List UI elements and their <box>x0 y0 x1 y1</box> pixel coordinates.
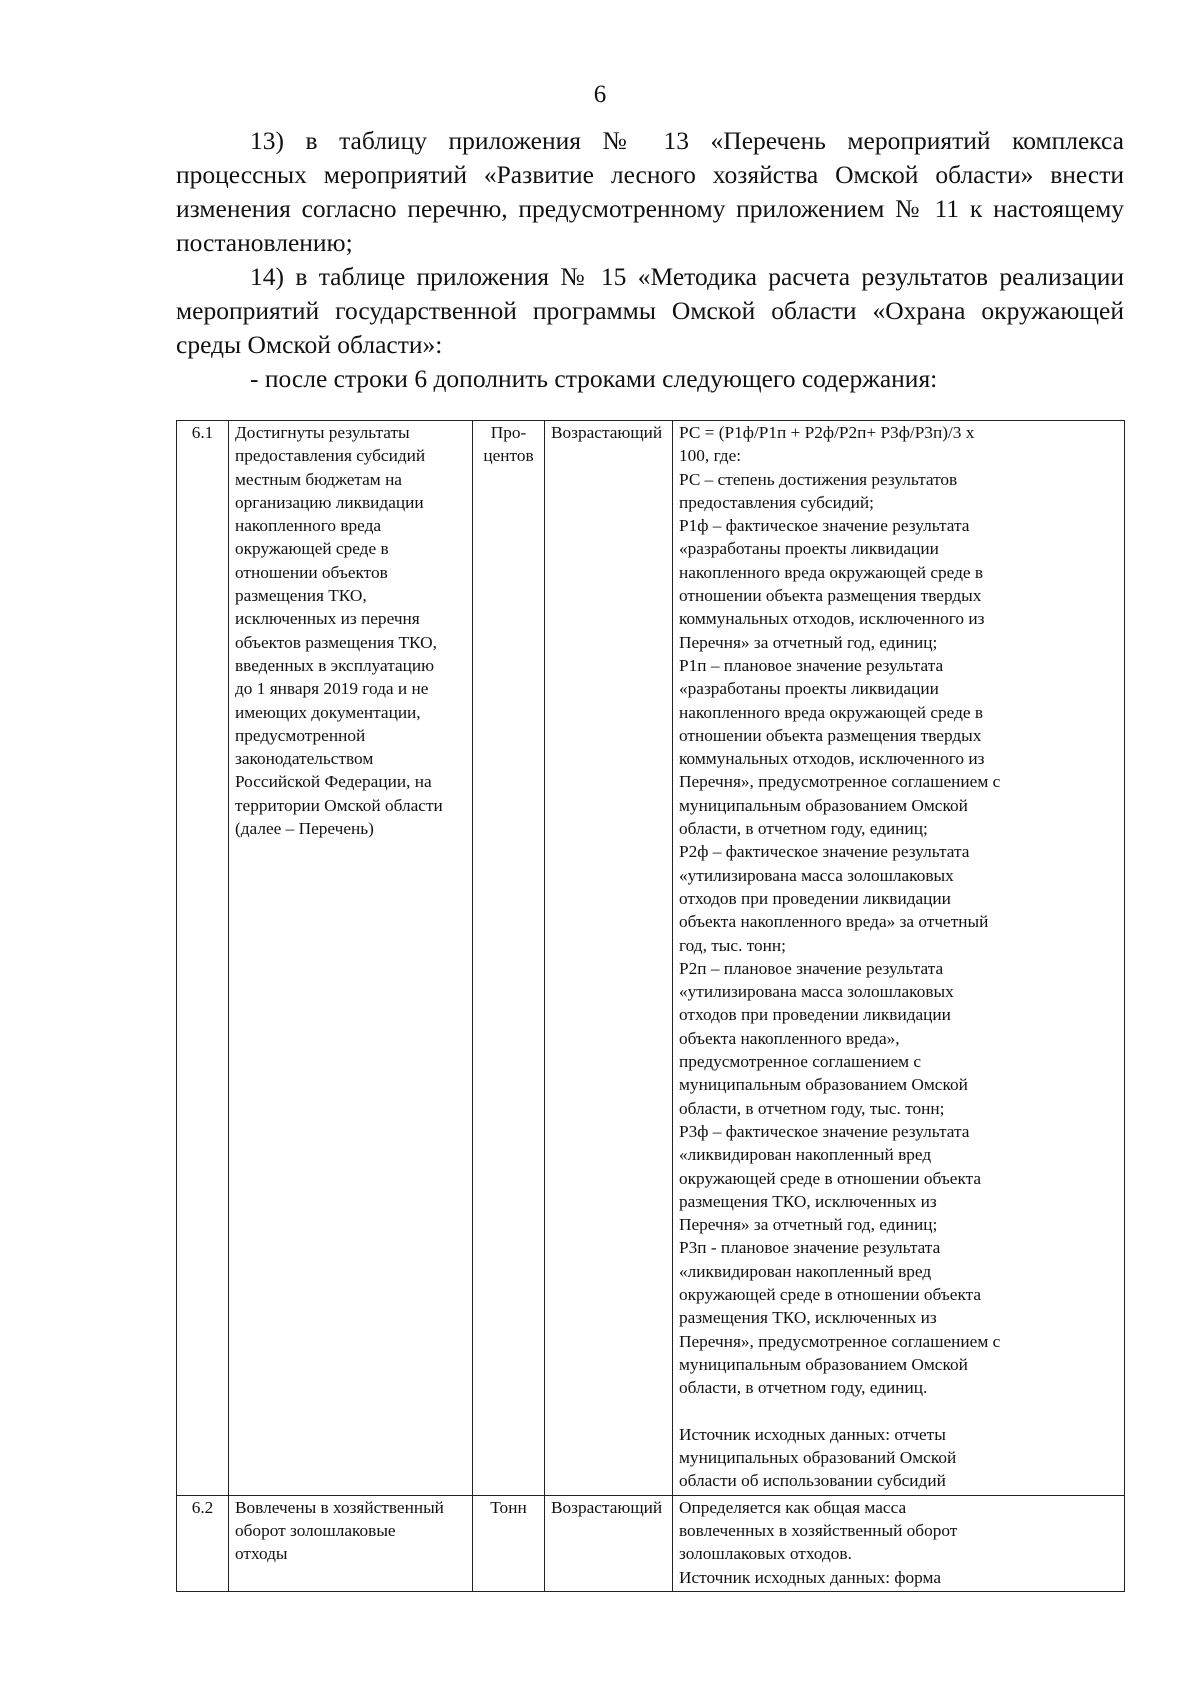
method-line: коммунальных отходов, исключенного из <box>679 749 985 769</box>
row-number-cell <box>177 1495 229 1591</box>
method-line: «утилизирована масса золошлаковых <box>679 982 954 1002</box>
direction-cell <box>545 421 673 1496</box>
result-name-line: (далее – Перечень) <box>235 819 374 839</box>
method-line: Р2п – плановое значение результата <box>679 958 944 978</box>
method-line: Р2ф – фактическое значение результата <box>679 842 970 862</box>
method-line: объекта накопленного вреда» за отчетный <box>679 912 989 932</box>
result-name-line: размещения ТКО, <box>235 586 367 606</box>
result-name-line: предусмотренной <box>235 725 366 745</box>
method-line: Источник исходных данных: форма <box>679 1567 942 1587</box>
result-name-line: объектов размещения ТКО, <box>235 632 437 652</box>
row-number: 6.2 <box>191 1497 214 1517</box>
page-number: 6 <box>593 81 607 108</box>
method-line: окружающей среде в отношении объекта <box>679 1168 982 1188</box>
method-line: муниципальным образованием Омской <box>679 1075 968 1095</box>
method-line: Перечня» за отчетный год, единиц; <box>679 632 938 652</box>
method-line: Р3п - плановое значение результата <box>679 1238 941 1258</box>
direction-cell <box>545 1495 673 1591</box>
unit-line: Про- <box>490 423 527 442</box>
method-line: области, в отчетном году, единиц; <box>679 819 928 839</box>
blank-line <box>679 1399 1118 1422</box>
method-line: накопленного вреда окружающей среде в <box>679 562 984 582</box>
result-name-line: до 1 января 2019 года и не <box>235 679 429 699</box>
unit-cell <box>473 1495 545 1591</box>
method-line: муниципальным образованием Омской <box>679 1354 968 1374</box>
method-cell <box>673 421 1125 1496</box>
source-line: Источник исходных данных: отчеты <box>679 1424 946 1444</box>
result-name-line: законодательством <box>235 749 374 769</box>
result-name-line: местным бюджетам на <box>235 469 402 489</box>
method-line: вовлеченных в хозяйственный оборот <box>679 1520 958 1540</box>
direction-text: Возрастающий <box>551 1497 663 1517</box>
unit-line: центов <box>483 446 534 466</box>
source-line: области об использовании субсидий <box>679 1471 946 1491</box>
table-row <box>177 1495 1125 1591</box>
method-line: окружающей среде в отношении объекта <box>679 1284 982 1304</box>
result-name-line: отходы <box>235 1544 288 1564</box>
result-name-line: Достигнуты результаты <box>235 423 410 442</box>
result-name-line: введенных в эксплуатацию <box>235 655 435 675</box>
method-line: отношении объекта размещения твердых <box>679 725 982 745</box>
methodology-table <box>176 420 1125 1592</box>
result-name-line: территории Омской области <box>235 795 443 815</box>
direction-text: Возрастающий <box>551 423 663 442</box>
method-line: отношении объекта размещения твердых <box>679 586 982 606</box>
method-line: коммунальных отходов, исключенного из <box>679 609 985 629</box>
result-name-line: предоставления субсидий <box>235 446 426 466</box>
row-number-cell <box>177 421 229 1496</box>
method-line: Перечня», предусмотренное соглашением с <box>679 772 1001 792</box>
method-line: объекта накопленного вреда», <box>679 1028 900 1048</box>
table-body <box>177 421 1125 1592</box>
table-row <box>177 421 1125 1496</box>
result-name-line: Вовлечены в хозяйственный <box>235 1497 444 1517</box>
method-line: отходов при проведении ликвидации <box>679 1005 951 1025</box>
paragraph-14: 14) в таблице приложения № 15 «Методика расчета результатов реализации мероприятий государственной программы Омской области «Охрана окружающей среды Омской области»: <box>176 262 1124 359</box>
method-line: 100, где: <box>679 446 742 466</box>
method-line: год, тыс. тонн; <box>679 935 786 955</box>
result-name-cell <box>229 421 473 1496</box>
result-name-line: окружающей среде в <box>235 539 389 559</box>
method-line: золошлаковых отходов. <box>679 1544 852 1564</box>
paragraph-after-row-6: - после строки 6 дополнить строками следующего содержания: <box>250 364 938 393</box>
method-line: «ликвидирован накопленный вред <box>679 1261 932 1281</box>
method-cell <box>673 1495 1125 1591</box>
result-name-line: исключенных из перечня <box>235 609 420 629</box>
source-line: муниципальных образований Омской <box>679 1448 957 1468</box>
intro-text <box>176 124 1124 396</box>
method-line: Р3ф – фактическое значение результата <box>679 1121 970 1141</box>
result-name-line: отношении объектов <box>235 562 388 582</box>
paragraph-13: 13) в таблицу приложения № 13 «Перечень мероприятий комплекса процессных мероприятий «Развитие лесного хозяйства Омской области» внести изменения согласно перечню, предусмотренному приложением № 11 к настоящему постановлению; <box>176 126 1124 257</box>
result-name-line: оборот золошлаковые <box>235 1520 396 1540</box>
unit-cell <box>473 421 545 1496</box>
method-line: предоставления субсидий; <box>679 492 874 512</box>
method-line: размещения ТКО, исключенных из <box>679 1308 937 1328</box>
method-line: Р1п – плановое значение результата <box>679 655 944 675</box>
method-line: «разработаны проекты ликвидации <box>679 679 939 699</box>
result-name-cell <box>229 1495 473 1591</box>
method-line: размещения ТКО, исключенных из <box>679 1191 937 1211</box>
result-name-line: накопленного вреда <box>235 516 382 536</box>
row-number: 6.1 <box>191 423 214 442</box>
method-line: «разработаны проекты ликвидации <box>679 539 939 559</box>
method-line: области, в отчетном году, тыс. тонн; <box>679 1098 945 1118</box>
method-line: «ликвидирован накопленный вред <box>679 1145 932 1165</box>
result-name-line: организацию ликвидации <box>235 492 424 512</box>
method-line: накопленного вреда окружающей среде в <box>679 702 984 722</box>
method-line: «утилизирована масса золошлаковых <box>679 865 954 885</box>
method-line: предусмотренное соглашением с <box>679 1052 922 1072</box>
method-line: Перечня», предусмотренное соглашением с <box>679 1331 1001 1351</box>
result-name-line: имеющих документации, <box>235 702 421 722</box>
method-line: РС = (Р1ф/Р1п + Р2ф/Р2п+ Р3ф/Р3п)/3 x <box>679 423 975 442</box>
method-line: области, в отчетном году, единиц. <box>679 1378 928 1398</box>
result-name-line: Российской Федерации, на <box>235 772 432 792</box>
method-line: отходов при проведении ликвидации <box>679 888 951 908</box>
method-line: Перечня» за отчетный год, единиц; <box>679 1215 938 1235</box>
method-line: Р1ф – фактическое значение результата <box>679 516 970 536</box>
unit-line: Тонн <box>490 1497 527 1517</box>
method-line: Определяется как общая масса <box>679 1497 907 1517</box>
method-line: муниципальным образованием Омской <box>679 795 968 815</box>
method-line: РС – степень достижения результатов <box>679 469 958 489</box>
